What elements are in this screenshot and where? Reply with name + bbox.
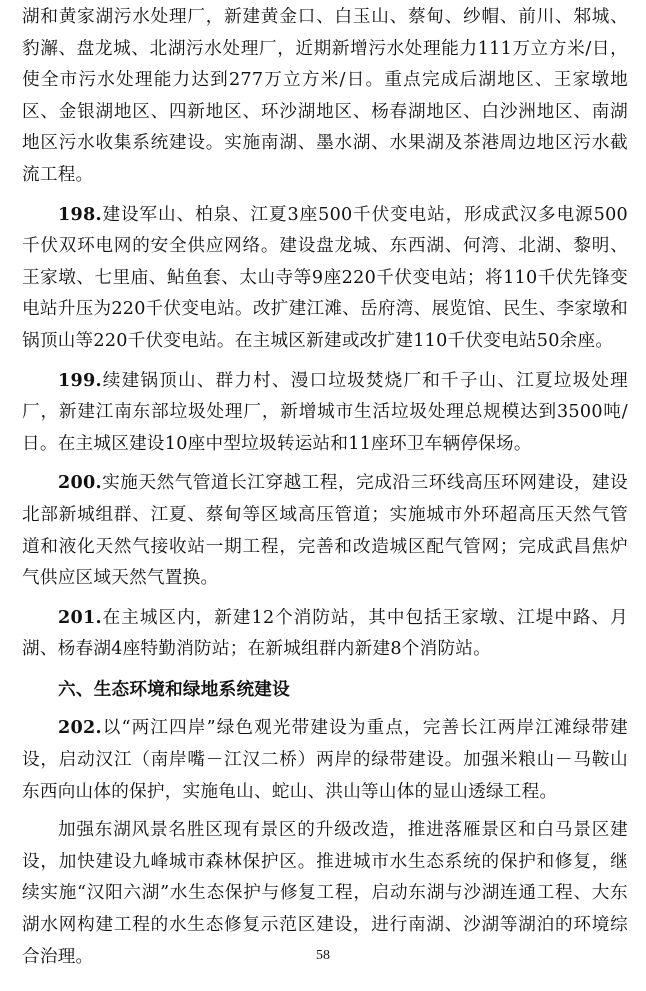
paragraph-202 bbox=[22, 712, 628, 808]
page-number: 58 bbox=[316, 948, 330, 963]
section-heading: 六、生态环境和绿地系统建设 bbox=[58, 678, 290, 700]
paragraph-200 bbox=[22, 467, 628, 594]
paragraph-text: 以“两江四岸”绿色观光带建设为重点，完善长江两岸江滩绿带建设，启动汉江（南岸嘴－江汉二桥）两岸的绿带建设。加强米粮山－马鞍山东西向山体的保护，实施龟山、蛇山、洪山等山体的显山透绿工程。 bbox=[22, 718, 628, 802]
paragraph-text: 湖和黄家湖污水处理厂，新建黄金口、白玉山、蔡甸、纱帽、前川、邾城、豹澥、盘龙城、北湖污水处理厂，近期新增污水处理能力111万立方米/日，使全市污水处理能力达到277万立方米/日。重点完成后湖地区、王家墩地区、金银湖地区、四新地区、环沙湖地区、杨春湖地区、白沙洲地区、南湖地区污水收集系统建设。实施南湖、墨水湖、水果湖及茶港周边地区污水截流工程。 bbox=[22, 7, 628, 185]
item-number: 201. bbox=[58, 606, 102, 628]
paragraph-201 bbox=[22, 602, 628, 666]
paragraph-text: 建设军山、柏泉、江夏3座500千伏变电站，形成武汉多电源500千伏双环电网的安全供应网络。建设盘龙城、东西湖、何湾、北湖、黎明、王家墩、七里庙、鲇鱼套、太山寺等9座220千伏变电站；将110千伏先锋变电站升压为220千伏变电站。改扩建江滩、岳府湾、展览馆、民生、李家墩和锅顶山等220千伏变电站。在主城区新建或改扩建110千伏变电站50余座。 bbox=[22, 204, 628, 351]
page-body bbox=[22, 2, 628, 973]
item-number: 202. bbox=[58, 717, 102, 739]
paragraph-198 bbox=[22, 199, 628, 358]
paragraph-continued bbox=[22, 2, 628, 192]
item-number: 198. bbox=[58, 203, 102, 225]
paragraph-199 bbox=[22, 365, 628, 461]
paragraph-text: 加强东湖风景名胜区现有景区的升级改造，推进落雁景区和白马景区建设，加快建设九峰城市森林保护区。推进城市水生态系统的保护和修复，继续实施“汉阳六湖”水生态保护与修复工程，启动东湖与沙湖连通工程、大东湖水网构建工程的水生态修复示范区建设，进行南湖、沙湖等湖泊的环境综合治理。 bbox=[22, 820, 628, 967]
item-number: 200. bbox=[58, 472, 102, 494]
paragraph-text: 实施天然气管道长江穿越工程，完成沿三环线高压环网建设，建设北部新城组群、江夏、蔡甸等区域高压管道；实施城市外环超高压天然气管道和液化天然气接收站一期工程，完善和改造城区配气管网；完成武昌焦炉气供应区域天然气置换。 bbox=[22, 473, 628, 589]
item-number: 199. bbox=[58, 369, 102, 391]
paragraph-text: 续建锅顶山、群力村、漫口垃圾焚烧厂和千子山、江夏垃圾处理厂，新建江南东部垃圾处理厂，新增城市生活垃圾处理总规模达到3500吨/日。在主城区建设10座中型垃圾转运站和11座环卫车辆停保场。 bbox=[22, 370, 628, 454]
paragraph-text: 在主城区内，新建12个消防站，其中包括王家墩、江堤中路、月湖、杨春湖4座特勤消防站；在新城组群内新建8个消防站。 bbox=[22, 607, 628, 660]
